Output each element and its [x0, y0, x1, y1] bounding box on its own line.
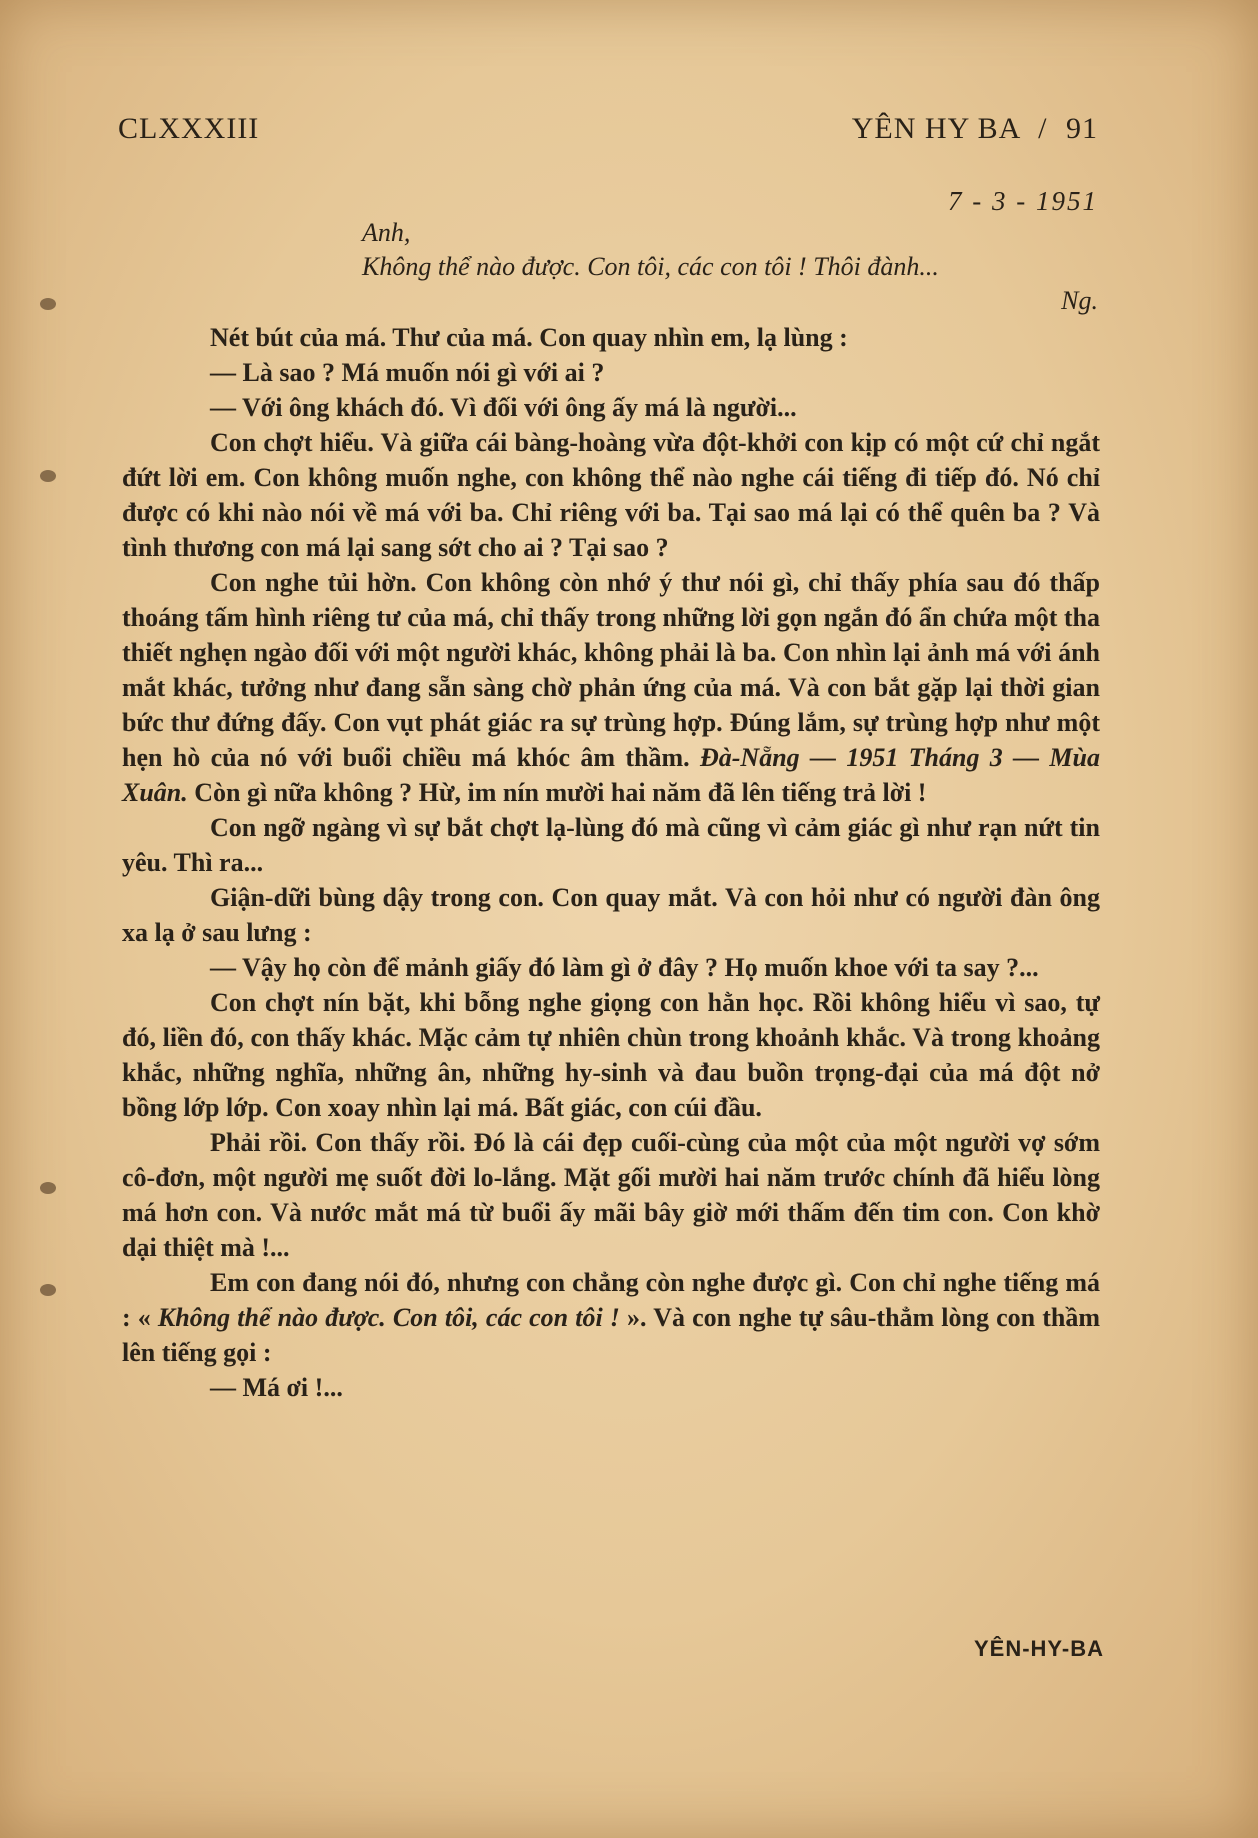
quote-open: « — [137, 1303, 158, 1332]
paragraph — [122, 565, 1100, 810]
paragraph-text-tail: ». Và con nghe tự sâu-thẳm lòng con thầm lên tiếng gọi : — [122, 1303, 1101, 1367]
letter-signoff: Ng. — [1061, 286, 1098, 315]
binding-hole — [40, 470, 56, 482]
dialogue-line: — Má ơi !... — [210, 1373, 343, 1402]
paragraph-text-tail: Còn gì nữa không ? Hừ, im nín mười hai năm đã lên tiếng trả lời ! — [187, 778, 927, 807]
paragraph — [122, 1265, 1100, 1370]
dialogue-line: — Là sao ? Má muốn nói gì với ai ? — [210, 358, 605, 387]
paragraph: Con chợt nín bặt, khi bỗng nghe giọng con hằn học. Rồi không hiểu vì sao, tự đó, liền đó, con thấy khác. Mặc cảm tự nhiên chùn trong khoảnh khắc. Và trong khoảng khắc, những nghĩa, những ân, những hy-sinh và đau buồn trọng-đại của má đột nở bồng lớp lớp. Con xoay nhìn lại má. Bất giác, con cúi đầu. — [122, 988, 1100, 1122]
chapter-number: CLXXXIII — [118, 112, 260, 145]
page-number: 91 — [1066, 112, 1098, 145]
quoted-letter — [362, 216, 1098, 318]
header-title: YÊN HY BA — [851, 112, 1020, 145]
paragraph-text: Em con đang nói đó, nhưng con chẳng còn nghe được gì. Con chỉ nghe tiếng má : — [122, 1268, 1100, 1332]
paragraph: Giận-dữi bùng dậy trong con. Con quay mắt. Và con hỏi như có người đàn ông xa lạ ở sau lưng : — [122, 883, 1100, 947]
running-header — [118, 112, 1098, 146]
dialogue-line: — Với ông khách đó. Vì đối với ông ấy má là người... — [210, 393, 797, 422]
binding-hole — [40, 298, 56, 310]
header-separator: / — [1038, 112, 1048, 145]
dialogue-line: — Vậy họ còn để mảnh giấy đó làm gì ở đây ? Họ muốn khoe với ta say ?... — [210, 953, 1039, 982]
header-right — [842, 112, 1098, 146]
italic-quote: Không thể nào được. Con tôi, các con tôi ! — [157, 1303, 620, 1332]
letter-salutation: Anh, — [362, 218, 411, 247]
paragraph: Nét bút của má. Thư của má. Con quay nhìn em, lạ lùng : — [210, 323, 848, 352]
paragraph-text: Con nghe tủi hờn. Con không còn nhớ ý thư nói gì, chỉ thấy phía sau đó thấp thoáng tấm hình riêng tư của má, chỉ thấy trong những lời gọn ngắn đó ẩn chứa một tha thiết nghẹn ngào đối với một người khác, không phải là ba. Con nhìn lại ảnh má với ánh mắt khác, tưởng như đang sẵn sàng chờ phản ứng của má. Và con bắt gặp lại thời gian bức thư đứng đấy. Con vụt phát giác ra sự trùng hợp. Đúng lắm, sự trùng hợp như một hẹn hò của nó với buổi chiều má khóc âm thầm. — [122, 568, 1100, 772]
body-text — [122, 320, 1100, 1405]
paragraph: Con chợt hiểu. Và giữa cái bàng-hoàng vừa đột-khởi con kịp có một cứ chỉ ngắt đứt lời em. Con không muốn nghe, con không thể nào nghe cái tiếng đi tiếp đó. Nó chỉ được có khi nào nói về má với ba. Chỉ riêng với ba. Tại sao má lại có thể quên ba ? Và tình thương con má lại sang sớt cho ai ? Tại sao ? — [122, 428, 1100, 562]
letter-date: 7 - 3 - 1951 — [948, 186, 1098, 216]
paragraph: Phải rồi. Con thấy rồi. Đó là cái đẹp cuối-cùng của một của một người vợ sớm cô-đơn, một người mẹ suốt đời lo-lắng. Mặt gối mười hai năm trước chính đã hiểu lòng má hơn con. Và nước mắt má từ buổi ấy mãi bây giờ mới thấm đến tim con. Con khờ dại thiệt mà !... — [122, 1128, 1100, 1262]
letter-text: Không thể nào được. Con tôi, các con tôi ! Thôi đành... — [362, 252, 939, 281]
author-signature: YÊN-HY-BA — [973, 1636, 1104, 1661]
binding-hole — [40, 1284, 56, 1296]
binding-hole — [40, 1182, 56, 1194]
italic-place-date: Đà-Nẵng — 1951 Tháng 3 — Mùa Xuân. — [122, 743, 1100, 807]
paragraph: Con ngỡ ngàng vì sự bắt chợt lạ-lùng đó mà cũng vì cảm giác gì như rạn nứt tin yêu. Thì ra... — [122, 813, 1100, 877]
